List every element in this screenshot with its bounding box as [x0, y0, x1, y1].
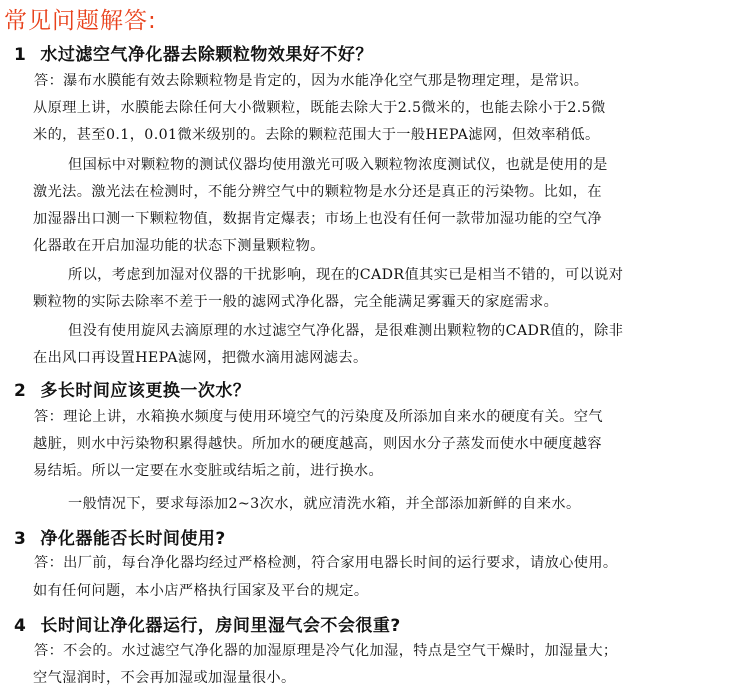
- answer-line: 激光法。激光法在检测时，不能分辨空气中的颗粒物是水分还是真正的污染物。比如，在: [33, 184, 602, 200]
- question-number: 4: [14, 616, 27, 636]
- answer-line: 所以，考虑到加湿对仪器的干扰影响，现在的CADR值其实已是相当不错的，可以说对: [68, 267, 624, 283]
- question-text: 长时间让净化器运行，房间里湿气会不会很重?: [40, 616, 401, 636]
- question-text: 净化器能否长时间使用?: [40, 529, 226, 549]
- question-number: 1: [14, 45, 27, 65]
- answer-line: 如有任何问题，本小店严格执行国家及平台的规定。: [33, 583, 369, 599]
- faq-question-3: [14, 524, 226, 549]
- answer-line: 答：瀑布水膜能有效去除颗粒物是肯定的，因为水能净化空气那是物理定理，是常识。: [34, 73, 589, 89]
- answer-line: 答：不会的。水过滤空气净化器的加湿原理是冷气化加湿，特点是空气干燥时，加湿量大；: [34, 643, 618, 659]
- question-text: 水过滤空气净化器去除颗粒物效果好不好？: [40, 45, 373, 65]
- answer-line: 在出风口再设置HEPA滤网，把微水滴用滤网滤去。: [33, 350, 368, 366]
- faq-question-1: [14, 40, 373, 65]
- question-number: 2: [14, 381, 27, 401]
- page-title: 常见问题解答:: [4, 8, 157, 34]
- answer-line: 加湿器出口测一下颗粒物值，数据肯定爆表；市场上也没有任何一款带加湿功能的空气净: [33, 211, 602, 227]
- answer-line: 米的，甚至0.1，0.01微米级别的。去除的颗粒范围大于一般HEPA滤网，但效率稍低。: [33, 127, 600, 143]
- answer-line: 但没有使用旋风去滴原理的水过滤空气净化器，是很难测出颗粒物的CADR值的，除非: [68, 323, 624, 339]
- question-number: 3: [14, 529, 27, 549]
- answer-line: 答：出厂前，每台净化器均经过严格检测，符合家用电器长时间的运行要求，请放心使用。: [34, 555, 618, 571]
- question-text: 多长时间应该更换一次水？: [40, 381, 251, 401]
- answer-line: 易结垢。所以一定要在水变脏或结垢之前，进行换水。: [33, 463, 384, 479]
- faq-question-2: [14, 376, 250, 401]
- answer-line: 一般情况下，要求每添加2~3次水，就应清洗水箱，并全部添加新鲜的自来水。: [68, 496, 581, 512]
- answer-line: 但国标中对颗粒物的测试仪器均使用激光可吸入颗粒物浓度测试仪，也就是使用的是: [68, 157, 608, 173]
- answer-line: 空气湿润时，不会再加湿或加湿量很小。: [33, 670, 296, 686]
- answer-line: 颗粒物的实际去除率不差于一般的滤网式净化器，完全能满足雾霾天的家庭需求。: [33, 294, 559, 310]
- answer-line: 答：理论上讲，水箱换水频度与使用环境空气的污染度及所添加自来水的硬度有关。空气: [34, 409, 603, 425]
- answer-line: 化器敢在开启加湿功能的状态下测量颗粒物。: [33, 238, 325, 254]
- answer-line: 从原理上讲，水膜能去除任何大小微颗粒，既能去除大于2.5微米的，也能去除小于2.5微: [33, 100, 606, 116]
- answer-line: 越脏，则水中污染物积累得越快。所加水的硬度越高，则因水分子蒸发而使水中硬度越容: [33, 436, 602, 452]
- faq-question-4: [14, 611, 401, 636]
